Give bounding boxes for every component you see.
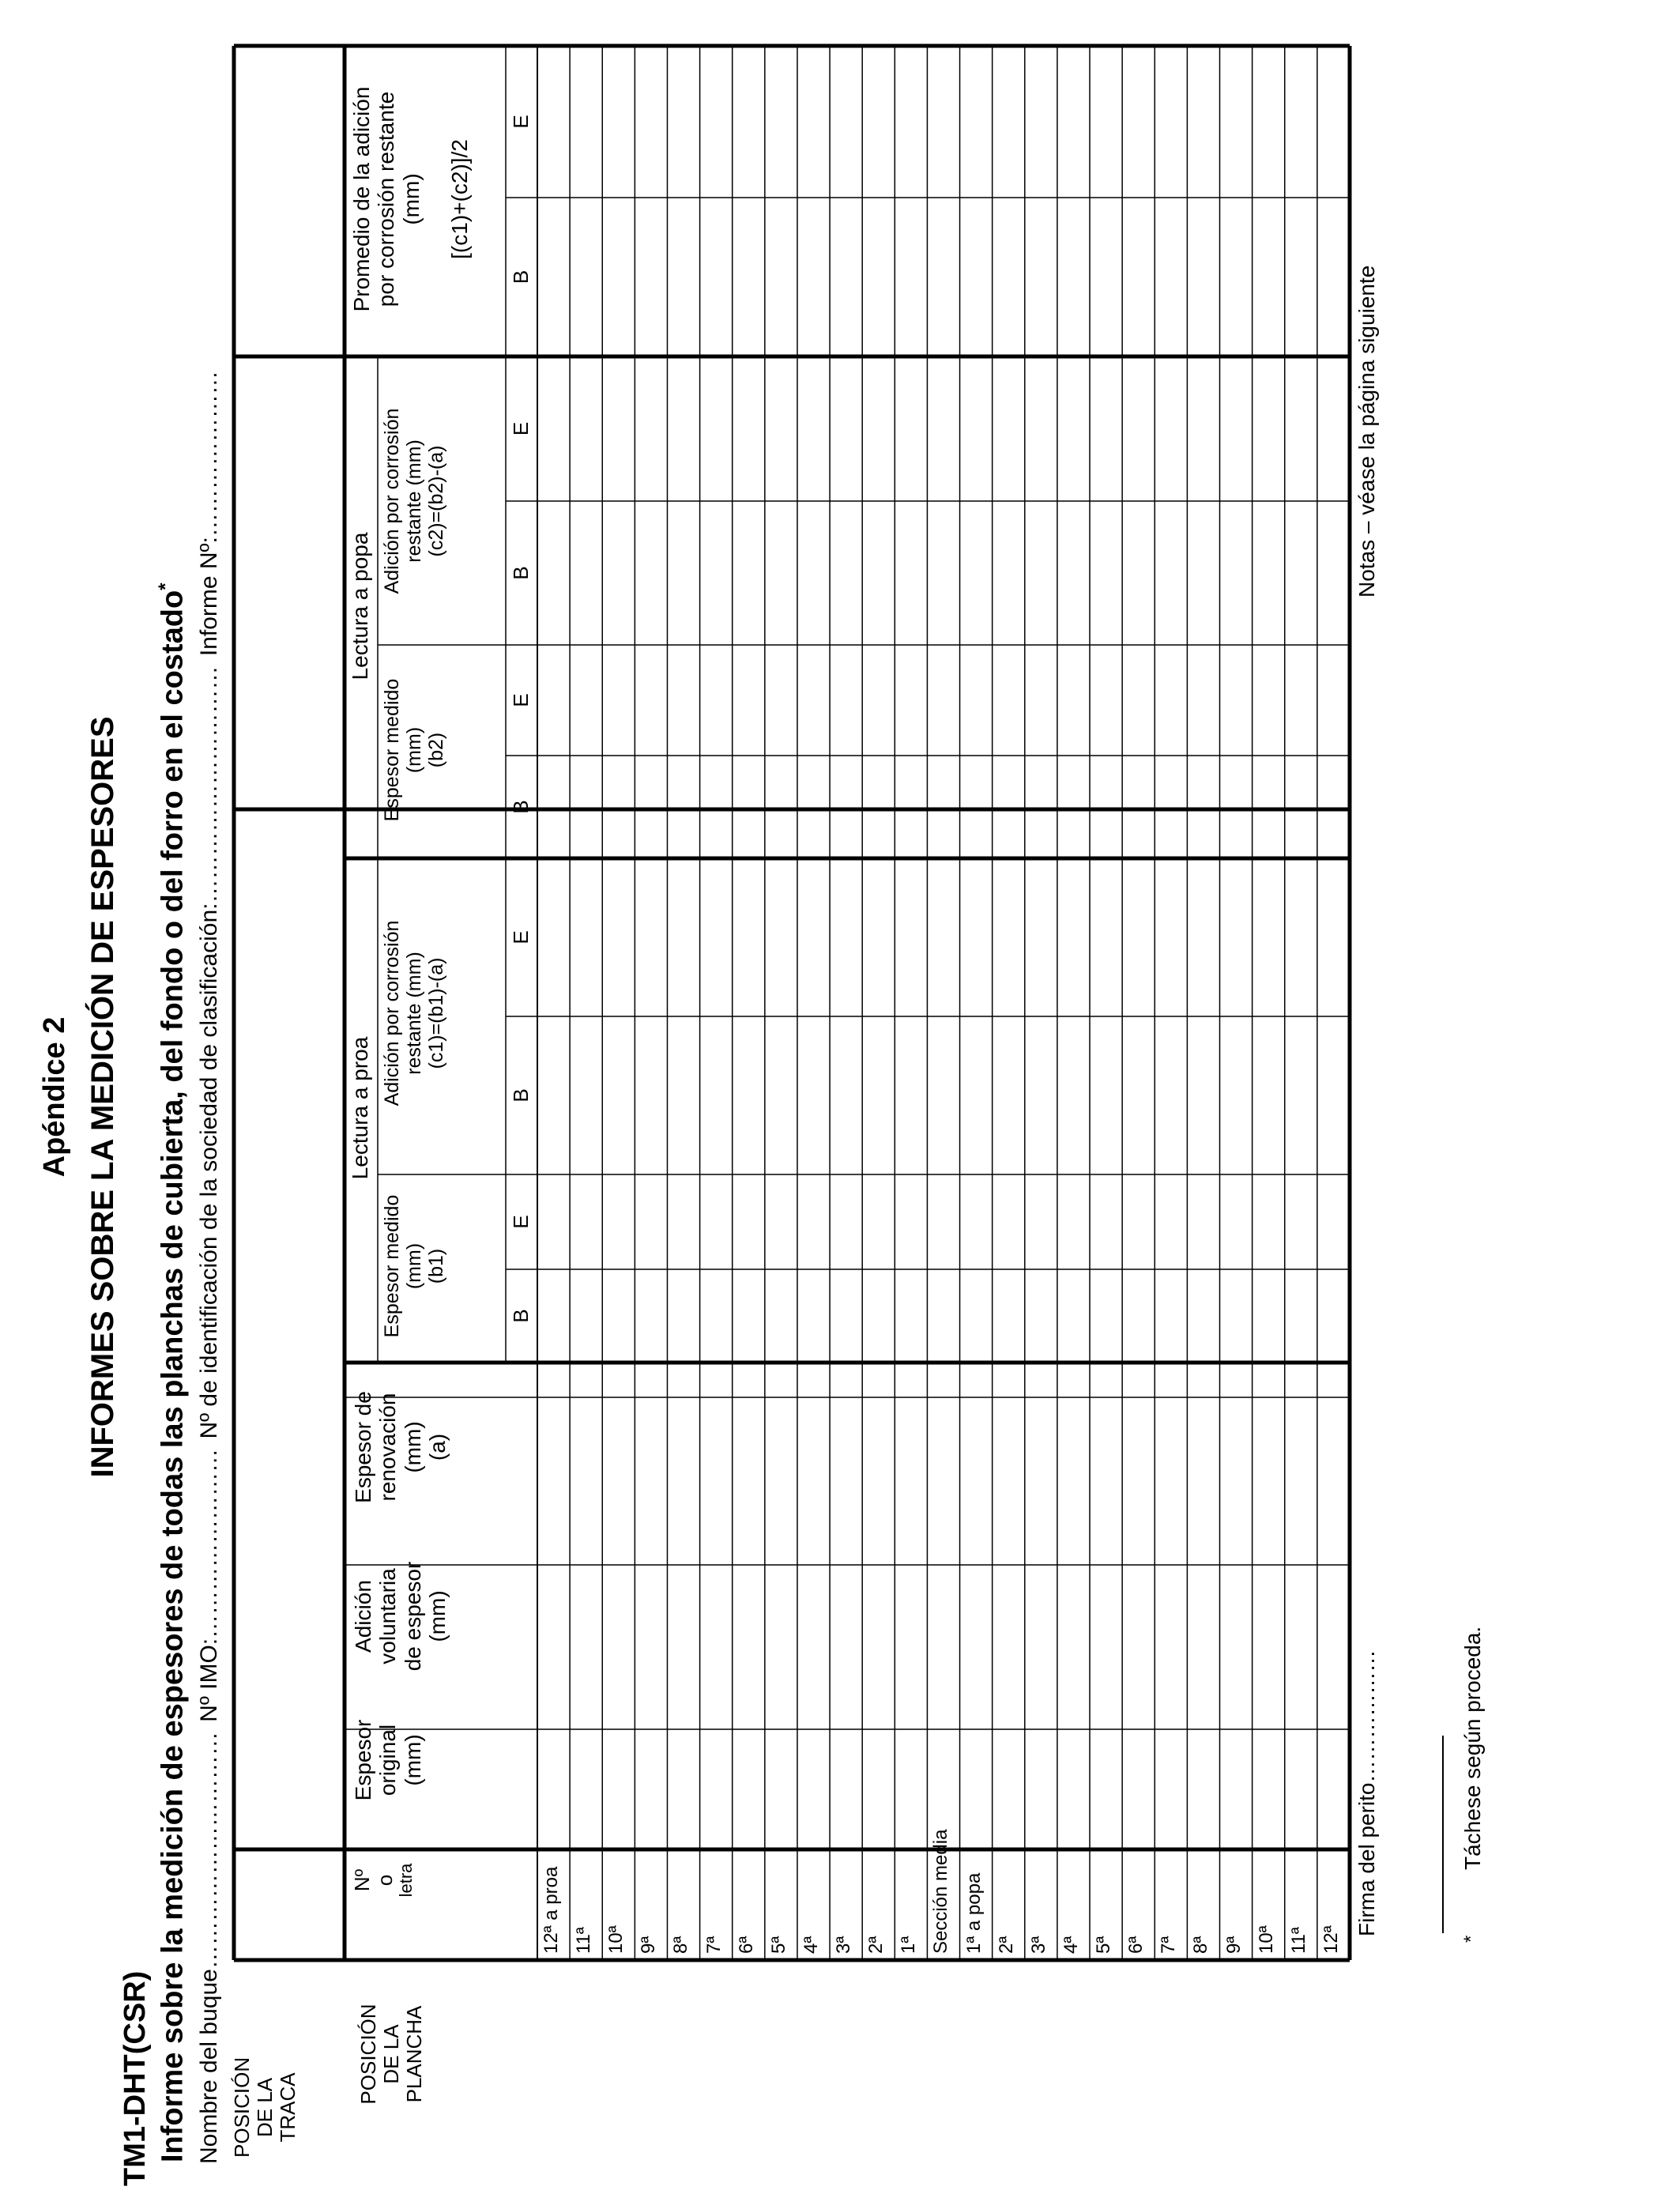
plate-header-line: POSICIÓN [356, 2004, 380, 2105]
voluntary-line: Adición [351, 1580, 375, 1653]
b-column-label: B [509, 270, 533, 285]
b-column-label: B [509, 800, 533, 814]
plate-position-row-label: 4ª [1060, 1936, 1082, 1954]
original-line: original [375, 1724, 401, 1796]
form-code: TM1-DHT(CSR) [119, 1970, 152, 2186]
fwd-measured-header [378, 1171, 507, 1361]
main-title: INFORMES SOBRE LA MEDICIÓN DE ESPESORES [85, 716, 120, 1478]
report-no-label: Informe Nº: [196, 537, 222, 657]
footnote-separator [1442, 1736, 1444, 1933]
strake-header-line: POSICIÓN [230, 2056, 254, 2158]
plate-position-row-label: 10ª [605, 1925, 627, 1954]
e-column-label: E [509, 421, 533, 436]
plate-position-row-label: 5ª [767, 1936, 789, 1954]
no-letter-line: letra [396, 1863, 416, 1898]
average-line: por corrosión restante [374, 91, 399, 307]
footnote [1460, 1310, 1486, 1943]
plate-position-row-label: 5ª [1093, 1936, 1115, 1954]
aft-addition-header [378, 357, 507, 645]
strake-position-header [231, 1928, 349, 2169]
surveyor-signature [1354, 1649, 1380, 1936]
fwd-measured-line: Espesor medido [381, 1194, 403, 1338]
plate-header-line: DE LA [379, 2024, 404, 2084]
plate-position-row-label: 8ª [670, 1936, 692, 1954]
imo-field[interactable]: …………………… [196, 1448, 222, 1638]
plate-position-row-label: 9ª [638, 1936, 660, 1954]
voluntary-line: de espesor [400, 1561, 425, 1672]
fwd-measured-line: (mm) [403, 1242, 425, 1290]
voluntary-addition-header [346, 1533, 541, 1699]
renewal-line: (a) [425, 1433, 450, 1461]
plate-position-row-label: 1ª a popa [962, 1872, 985, 1954]
footnote-mark: * [1460, 1935, 1482, 1943]
strake-header-line: DE LA [253, 2077, 277, 2138]
class-id-field[interactable]: ………………………… [196, 665, 222, 903]
aft-addition-line: restante (mm) [403, 439, 425, 563]
aft-measured-line: Espesor medido [381, 678, 403, 822]
average-addition-header [346, 41, 507, 357]
plate-position-row-label: 8ª [1190, 1936, 1212, 1954]
e-column-label: E [509, 693, 533, 707]
b-column-label: B [509, 1309, 533, 1323]
original-thickness-header [346, 1699, 541, 1821]
plate-position-row-label: 2ª [865, 1936, 887, 1954]
fwd-addition-line: (c1)=(b1)-(a) [425, 957, 447, 1069]
plate-position-row-label: 6ª [1125, 1936, 1147, 1954]
plate-position-row-label: 3ª [1027, 1936, 1049, 1954]
plate-position-row-label: 12ª a proa [541, 1866, 562, 1954]
report-title-text: Informe sobre la medición de espesores de todas las planchas de cubierta, del fondo o del forro en el costado [156, 590, 190, 2162]
plate-header-line: PLANCHA [402, 2005, 427, 2103]
fwd-addition-line: Adición por corrosión [381, 920, 403, 1106]
average-formula: [(c1)+(c2)]/2 [447, 139, 473, 259]
aft-measured-line: (mm) [403, 726, 425, 774]
ship-name-field[interactable]: ………………………… [196, 1732, 222, 1970]
plate-position-row-label: 10ª [1255, 1925, 1277, 1954]
aft-addition-line: (c2)=(b2)-(a) [425, 445, 447, 557]
plate-position-row-label: 2ª [995, 1936, 1017, 1954]
plate-position-row-label: 4ª [800, 1936, 822, 1954]
forward-reading-header: Lectura a proa [348, 1036, 372, 1180]
plate-position-row-label: 11ª [573, 1927, 595, 1954]
aft-measured-header [378, 645, 507, 855]
plate-position-row-label: Sección media [930, 1829, 952, 1954]
appendix-title: Apéndice 2 [38, 1016, 71, 1178]
plate-position-row-label: 7ª [1158, 1936, 1180, 1954]
fwd-measured-line: (b1) [425, 1248, 447, 1284]
plate-position-row-label: 1ª [898, 1936, 920, 1954]
e-column-label: E [509, 115, 533, 129]
plate-position-header [349, 1940, 544, 2169]
aft-reading-header: Lectura a popa [348, 532, 372, 680]
renewal-line: (mm) [400, 1421, 425, 1473]
no-letter-line: o [373, 1874, 397, 1887]
e-column-label: E [509, 930, 533, 944]
ship-name-label: Nombre del buque [196, 1969, 222, 2164]
b-column-label: B [509, 566, 533, 580]
fwd-addition-header [378, 855, 507, 1171]
voluntary-line: voluntaria [375, 1568, 401, 1664]
plate-position-row-label: 9ª [1222, 1936, 1245, 1954]
no-letter-line: Nº [350, 1868, 374, 1892]
report-no-field[interactable]: ………………… [196, 371, 222, 537]
aft-addition-line: Adición por corrosión [381, 408, 403, 594]
plate-position-row-label: 7ª [703, 1936, 725, 1954]
plate-position-row-label: 12ª [1320, 1925, 1342, 1954]
report-title-mark: * [155, 582, 176, 590]
original-line: Espesor [351, 1719, 375, 1801]
notes-reference: Notas – véase la página siguiente [1354, 265, 1379, 598]
original-line: (mm) [400, 1734, 425, 1786]
surveyor-signature-label: Firma del perito [1354, 1782, 1379, 1936]
average-line: Promedio de la adición [349, 86, 374, 312]
strake-header-line: TRACA [276, 2072, 300, 2143]
plate-position-row-label: 3ª [833, 1936, 855, 1954]
plate-position-row-label: 6ª [735, 1936, 757, 1954]
average-line: (mm) [398, 173, 424, 225]
imo-label: Nº IMO: [196, 1638, 222, 1722]
e-column-label: E [509, 1215, 533, 1229]
renewal-thickness-header [346, 1361, 541, 1533]
footnote-text: Táchese según proceda. [1460, 1626, 1485, 1870]
plate-position-row-label: 11ª [1287, 1927, 1309, 1954]
aft-measured-line: (b2) [425, 732, 447, 768]
b-column-label: B [509, 1088, 533, 1103]
fwd-addition-line: restante (mm) [403, 952, 425, 1075]
renewal-line: Espesor de [351, 1391, 375, 1503]
voluntary-line: (mm) [425, 1590, 450, 1642]
no-letter-header [346, 1821, 541, 1940]
renewal-line: renovación [375, 1393, 401, 1502]
surveyor-signature-field[interactable]: ……………… [1354, 1649, 1379, 1783]
class-id-label: Nº de identificación de la sociedad de clasificación: [196, 903, 222, 1439]
